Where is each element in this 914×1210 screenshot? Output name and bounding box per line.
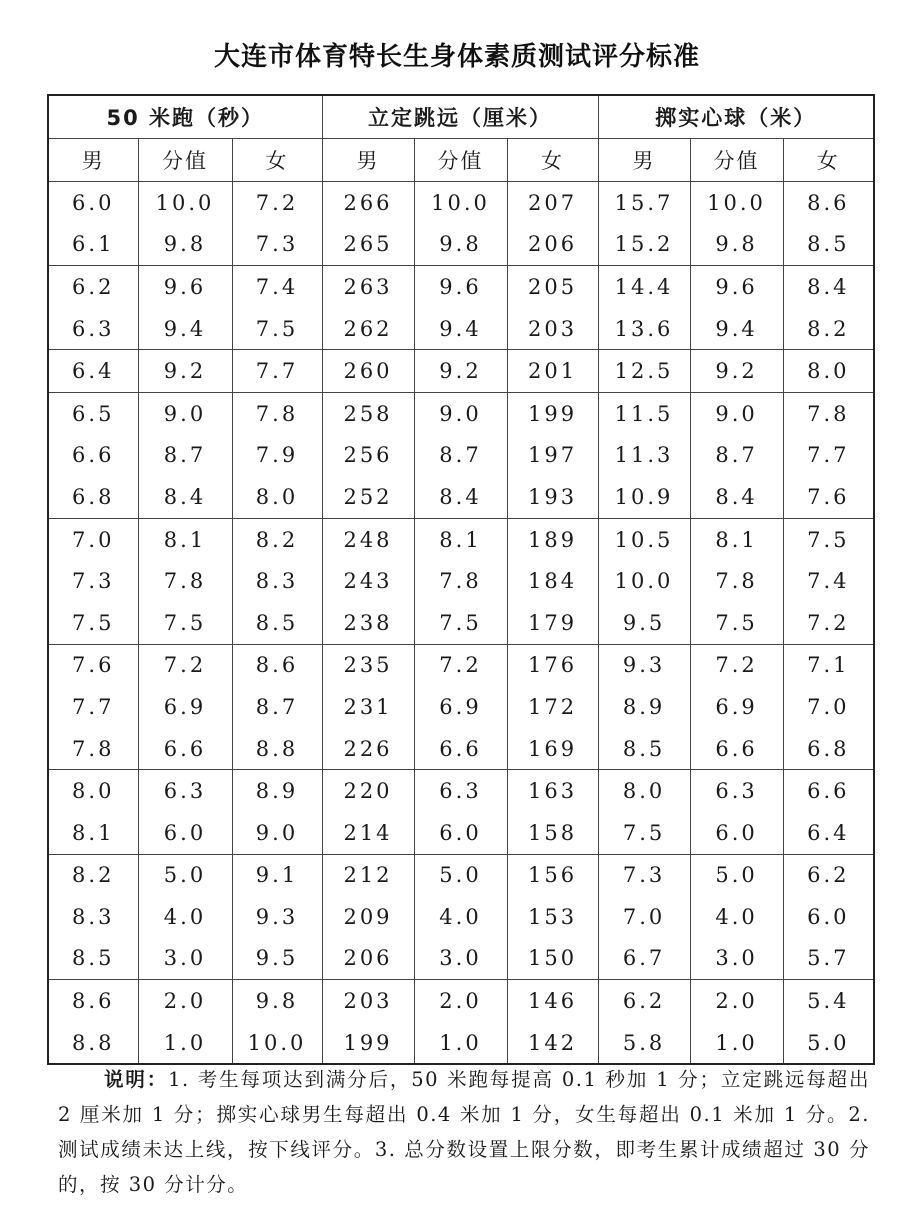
table-cell: 201 [507, 350, 598, 393]
table-cell: 6.2 [598, 980, 690, 1022]
table-cell: 6.3 [690, 770, 783, 812]
table-cell: 10.0 [690, 182, 783, 224]
table-cell: 235 [322, 644, 414, 686]
table-cell: 6.0 [783, 896, 874, 938]
table-cell: 158 [507, 812, 598, 854]
table-cell: 172 [507, 686, 598, 728]
table-cell: 9.4 [138, 308, 232, 350]
table-cell: 6.3 [138, 770, 232, 812]
table-cell: 6.4 [48, 350, 138, 393]
table-row [48, 266, 874, 308]
table-cell: 197 [507, 435, 598, 477]
table-cell: 11.3 [598, 435, 690, 477]
subheader-male: 男 [322, 139, 414, 182]
table-cell: 207 [507, 182, 598, 224]
subheader-female: 女 [783, 139, 874, 182]
table-cell: 226 [322, 728, 414, 770]
table-cell: 5.7 [783, 938, 874, 980]
table-cell: 7.2 [232, 182, 322, 224]
table-cell: 15.7 [598, 182, 690, 224]
table-cell: 6.2 [48, 266, 138, 308]
table-cell: 7.0 [783, 686, 874, 728]
table-row [48, 686, 874, 728]
table-cell: 7.5 [690, 602, 783, 644]
subheader-female: 女 [507, 139, 598, 182]
table-cell: 8.4 [138, 476, 232, 518]
table-cell: 206 [322, 938, 414, 980]
table-cell: 9.8 [690, 224, 783, 266]
table-cell: 9.6 [138, 266, 232, 308]
table-cell: 9.4 [414, 308, 507, 350]
table-cell: 7.7 [783, 435, 874, 477]
table-cell: 7.4 [232, 266, 322, 308]
table-cell: 8.8 [232, 728, 322, 770]
table-cell: 6.9 [138, 686, 232, 728]
table-cell: 6.6 [48, 435, 138, 477]
table-cell: 7.3 [232, 224, 322, 266]
table-cell: 8.9 [598, 686, 690, 728]
table-cell: 146 [507, 980, 598, 1022]
explanation-note [58, 1062, 870, 1202]
table-row [48, 770, 874, 812]
subheader-score: 分值 [414, 139, 507, 182]
table-cell: 9.0 [138, 392, 232, 434]
table-row [48, 308, 874, 350]
table-cell: 8.0 [232, 476, 322, 518]
table-row [48, 182, 874, 224]
table-row [48, 518, 874, 560]
table-cell: 1.0 [690, 1022, 783, 1065]
subheader-score: 分值 [138, 139, 232, 182]
table-cell: 7.1 [783, 644, 874, 686]
table-cell: 8.1 [690, 518, 783, 560]
table-cell: 10.0 [598, 560, 690, 602]
table-cell: 9.5 [232, 938, 322, 980]
table-cell: 260 [322, 350, 414, 393]
table-cell: 7.8 [48, 728, 138, 770]
table-cell: 203 [507, 308, 598, 350]
table-cell: 6.0 [414, 812, 507, 854]
table-cell: 7.8 [690, 560, 783, 602]
subheader-female: 女 [232, 139, 322, 182]
note-label: 说明： [104, 1068, 169, 1091]
table-cell: 7.3 [48, 560, 138, 602]
table-cell: 7.5 [48, 602, 138, 644]
table-cell: 6.0 [690, 812, 783, 854]
table-cell: 199 [322, 1022, 414, 1065]
table-cell: 7.5 [414, 602, 507, 644]
table-cell: 6.3 [414, 770, 507, 812]
table-cell: 7.7 [232, 350, 322, 393]
table-cell: 6.5 [48, 392, 138, 434]
table-cell: 5.0 [690, 854, 783, 896]
table-cell: 220 [322, 770, 414, 812]
table-cell: 9.2 [138, 350, 232, 393]
table-cell: 8.6 [48, 980, 138, 1022]
table-cell: 6.8 [783, 728, 874, 770]
table-cell: 6.8 [48, 476, 138, 518]
table-cell: 156 [507, 854, 598, 896]
table-cell: 8.1 [48, 812, 138, 854]
table-cell: 2.0 [414, 980, 507, 1022]
table-cell: 8.6 [232, 644, 322, 686]
table-cell: 9.6 [690, 266, 783, 308]
table-cell: 206 [507, 224, 598, 266]
table-cell: 231 [322, 686, 414, 728]
table-row [48, 435, 874, 477]
subheader-male: 男 [48, 139, 138, 182]
subheader-score: 分值 [690, 139, 783, 182]
table-cell: 7.2 [414, 644, 507, 686]
table-cell: 13.6 [598, 308, 690, 350]
table-cell: 10.0 [232, 1022, 322, 1065]
table-cell: 248 [322, 518, 414, 560]
table-cell: 262 [322, 308, 414, 350]
table-cell: 266 [322, 182, 414, 224]
table-cell: 7.5 [783, 518, 874, 560]
table-cell: 8.0 [48, 770, 138, 812]
table-row [48, 560, 874, 602]
table-row [48, 1022, 874, 1065]
table-cell: 14.4 [598, 266, 690, 308]
table-row [48, 854, 874, 896]
table-cell: 8.1 [138, 518, 232, 560]
table-cell: 8.2 [232, 518, 322, 560]
table-cell: 8.5 [598, 728, 690, 770]
group-header-shot-put: 掷实心球（米） [598, 95, 874, 139]
table-cell: 209 [322, 896, 414, 938]
table-cell: 8.5 [232, 602, 322, 644]
table-cell: 7.5 [232, 308, 322, 350]
table-cell: 142 [507, 1022, 598, 1065]
table-cell: 7.8 [783, 392, 874, 434]
table-cell: 265 [322, 224, 414, 266]
table-cell: 7.7 [48, 686, 138, 728]
group-header-row [48, 95, 874, 139]
table-cell: 7.3 [598, 854, 690, 896]
table-cell: 150 [507, 938, 598, 980]
table-cell: 7.9 [232, 435, 322, 477]
table-cell: 4.0 [690, 896, 783, 938]
table-cell: 6.6 [138, 728, 232, 770]
table-cell: 7.5 [138, 602, 232, 644]
table-cell: 199 [507, 392, 598, 434]
table-cell: 8.3 [48, 896, 138, 938]
table-cell: 6.1 [48, 224, 138, 266]
table-cell: 8.7 [138, 435, 232, 477]
table-cell: 6.2 [783, 854, 874, 896]
table-cell: 15.2 [598, 224, 690, 266]
table-row [48, 350, 874, 393]
table-cell: 7.8 [232, 392, 322, 434]
table-row [48, 980, 874, 1022]
table-cell: 10.0 [138, 182, 232, 224]
table-cell: 7.6 [48, 644, 138, 686]
table-cell: 4.0 [138, 896, 232, 938]
table-cell: 8.3 [232, 560, 322, 602]
table-cell: 9.8 [232, 980, 322, 1022]
document-title: 大连市体育特长生身体素质测试评分标准 [213, 42, 700, 72]
table-cell: 5.0 [138, 854, 232, 896]
table-cell: 9.6 [414, 266, 507, 308]
table-cell: 9.3 [598, 644, 690, 686]
table-row [48, 224, 874, 266]
table-cell: 5.4 [783, 980, 874, 1022]
table-cell: 9.0 [232, 812, 322, 854]
table-cell: 256 [322, 435, 414, 477]
table-cell: 3.0 [690, 938, 783, 980]
table-cell: 6.9 [690, 686, 783, 728]
table-cell: 1.0 [138, 1022, 232, 1065]
table-cell: 4.0 [414, 896, 507, 938]
table-cell: 238 [322, 602, 414, 644]
table-cell: 212 [322, 854, 414, 896]
table-cell: 10.9 [598, 476, 690, 518]
table-cell: 7.8 [138, 560, 232, 602]
table-cell: 5.0 [414, 854, 507, 896]
table-cell: 6.6 [783, 770, 874, 812]
table-cell: 8.5 [48, 938, 138, 980]
table-cell: 184 [507, 560, 598, 602]
table-cell: 9.5 [598, 602, 690, 644]
table-cell: 7.4 [783, 560, 874, 602]
table-cell: 6.0 [48, 182, 138, 224]
table-cell: 8.7 [690, 435, 783, 477]
table-cell: 7.6 [783, 476, 874, 518]
table-cell: 9.1 [232, 854, 322, 896]
table-cell: 5.0 [783, 1022, 874, 1065]
table-cell: 153 [507, 896, 598, 938]
table-row [48, 938, 874, 980]
table-row [48, 476, 874, 518]
group-header-50m-run: 50 米跑（秒） [48, 95, 322, 139]
subheader-male: 男 [598, 139, 690, 182]
table-cell: 8.4 [414, 476, 507, 518]
table-cell: 9.2 [690, 350, 783, 393]
table-cell: 9.8 [138, 224, 232, 266]
table-cell: 9.8 [414, 224, 507, 266]
table-cell: 169 [507, 728, 598, 770]
table-cell: 7.2 [690, 644, 783, 686]
scoring-table [47, 94, 875, 1065]
table-cell: 3.0 [414, 938, 507, 980]
table-cell: 179 [507, 602, 598, 644]
table-cell: 8.0 [783, 350, 874, 393]
table-cell: 9.3 [232, 896, 322, 938]
table-cell: 12.5 [598, 350, 690, 393]
table-cell: 8.8 [48, 1022, 138, 1065]
table-cell: 10.0 [414, 182, 507, 224]
table-cell: 6.3 [48, 308, 138, 350]
table-cell: 263 [322, 266, 414, 308]
table-cell: 9.2 [414, 350, 507, 393]
table-cell: 6.6 [414, 728, 507, 770]
table-cell: 203 [322, 980, 414, 1022]
table-row [48, 812, 874, 854]
table-cell: 8.9 [232, 770, 322, 812]
table-cell: 7.2 [783, 602, 874, 644]
table-cell: 11.5 [598, 392, 690, 434]
table-cell: 7.2 [138, 644, 232, 686]
table-cell: 3.0 [138, 938, 232, 980]
note-text: 1. 考生每项达到满分后，50 米跑每提高 0.1 秒加 1 分；立定跳远每超出 2 厘米加 1 分；掷实心球男生每超出 0.4 米加 1 分，女生每超出 0.1 米加 1 分。2. 测试成绩未达上线，按下线评分。3. 总分数设置上限分数，即考生累计成绩超过 30 分的，按 30 分计分。 [58, 1068, 870, 1196]
table-cell: 8.7 [414, 435, 507, 477]
table-cell: 252 [322, 476, 414, 518]
table-cell: 214 [322, 812, 414, 854]
subheader-row [48, 139, 874, 182]
table-cell: 6.7 [598, 938, 690, 980]
table-cell: 6.4 [783, 812, 874, 854]
table-cell: 193 [507, 476, 598, 518]
table-cell: 205 [507, 266, 598, 308]
table-cell: 8.2 [48, 854, 138, 896]
group-header-standing-long-jump: 立定跳远（厘米） [322, 95, 598, 139]
table-cell: 189 [507, 518, 598, 560]
table-cell: 8.6 [783, 182, 874, 224]
table-row [48, 896, 874, 938]
table-cell: 8.0 [598, 770, 690, 812]
table-cell: 176 [507, 644, 598, 686]
table-row [48, 392, 874, 434]
table-cell: 6.6 [690, 728, 783, 770]
table-cell: 7.5 [598, 812, 690, 854]
table-cell: 8.1 [414, 518, 507, 560]
table-row [48, 602, 874, 644]
table-cell: 9.4 [690, 308, 783, 350]
table-cell: 8.4 [783, 266, 874, 308]
table-cell: 2.0 [690, 980, 783, 1022]
table-cell: 258 [322, 392, 414, 434]
table-row [48, 728, 874, 770]
table-cell: 8.7 [232, 686, 322, 728]
table-cell: 9.0 [414, 392, 507, 434]
table-cell: 7.0 [598, 896, 690, 938]
table-cell: 9.0 [690, 392, 783, 434]
table-cell: 6.0 [138, 812, 232, 854]
table-cell: 10.5 [598, 518, 690, 560]
table-row [48, 644, 874, 686]
table-cell: 1.0 [414, 1022, 507, 1065]
table-cell: 243 [322, 560, 414, 602]
table-cell: 8.5 [783, 224, 874, 266]
table-cell: 8.2 [783, 308, 874, 350]
table-cell: 163 [507, 770, 598, 812]
table-cell: 5.8 [598, 1022, 690, 1065]
table-cell: 7.8 [414, 560, 507, 602]
table-cell: 2.0 [138, 980, 232, 1022]
table-cell: 6.9 [414, 686, 507, 728]
table-cell: 8.4 [690, 476, 783, 518]
table-cell: 7.0 [48, 518, 138, 560]
